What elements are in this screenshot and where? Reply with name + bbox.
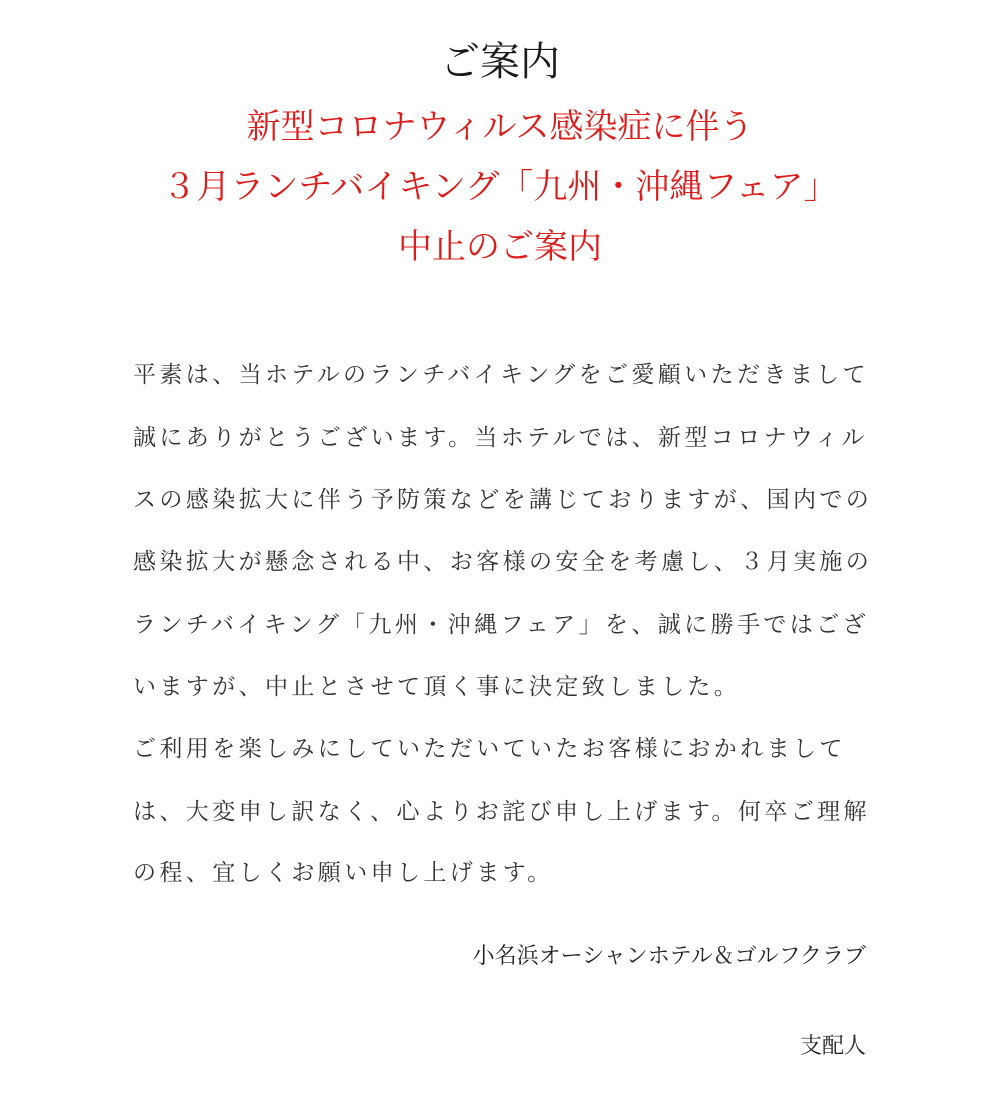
body-line-5: ランチバイキング「九州・沖縄フェア」を、誠に勝手ではござ (133, 612, 869, 638)
body-line-3: スの感染拡大に伴う予防策などを講じておりますが、国内での (133, 487, 873, 513)
body-line-1: 平素は、当ホテルのランチバイキングをご愛顧いただきまして (133, 362, 869, 388)
subtitle-line-1: 新型コロナウィルス感染症に伴う (246, 107, 754, 147)
subtitle-line-3: 中止のご案内 (398, 227, 602, 267)
signature-organization: 小名浜オーシャンホテル＆ゴルフクラブ (472, 944, 866, 969)
body-line-8: は、大変申し訳なく、心よりお詫び申し上げます。何卒ご理解 (133, 799, 870, 825)
body-line-9: の程、宜しくお願い申し上げます。 (133, 860, 554, 886)
body-line-2: 誠にありがとうございます。当ホテルでは、新型コロナウィル (133, 425, 868, 451)
body-line-6: いますが、中止とさせて頂く事に決定致しました。 (133, 674, 741, 700)
page-title: ご案内 (440, 39, 560, 85)
body-line-4: 感染拡大が懸念される中、お客様の安全を考慮し、３月実施の (133, 549, 873, 575)
signature-title: 支配人 (799, 1034, 866, 1059)
subtitle-line-2: ３月ランチバイキング「九州・沖縄フェア」 (162, 167, 838, 207)
body-line-7: ご利用を楽しみにしていただいていたお客様におかれまして (133, 736, 846, 762)
